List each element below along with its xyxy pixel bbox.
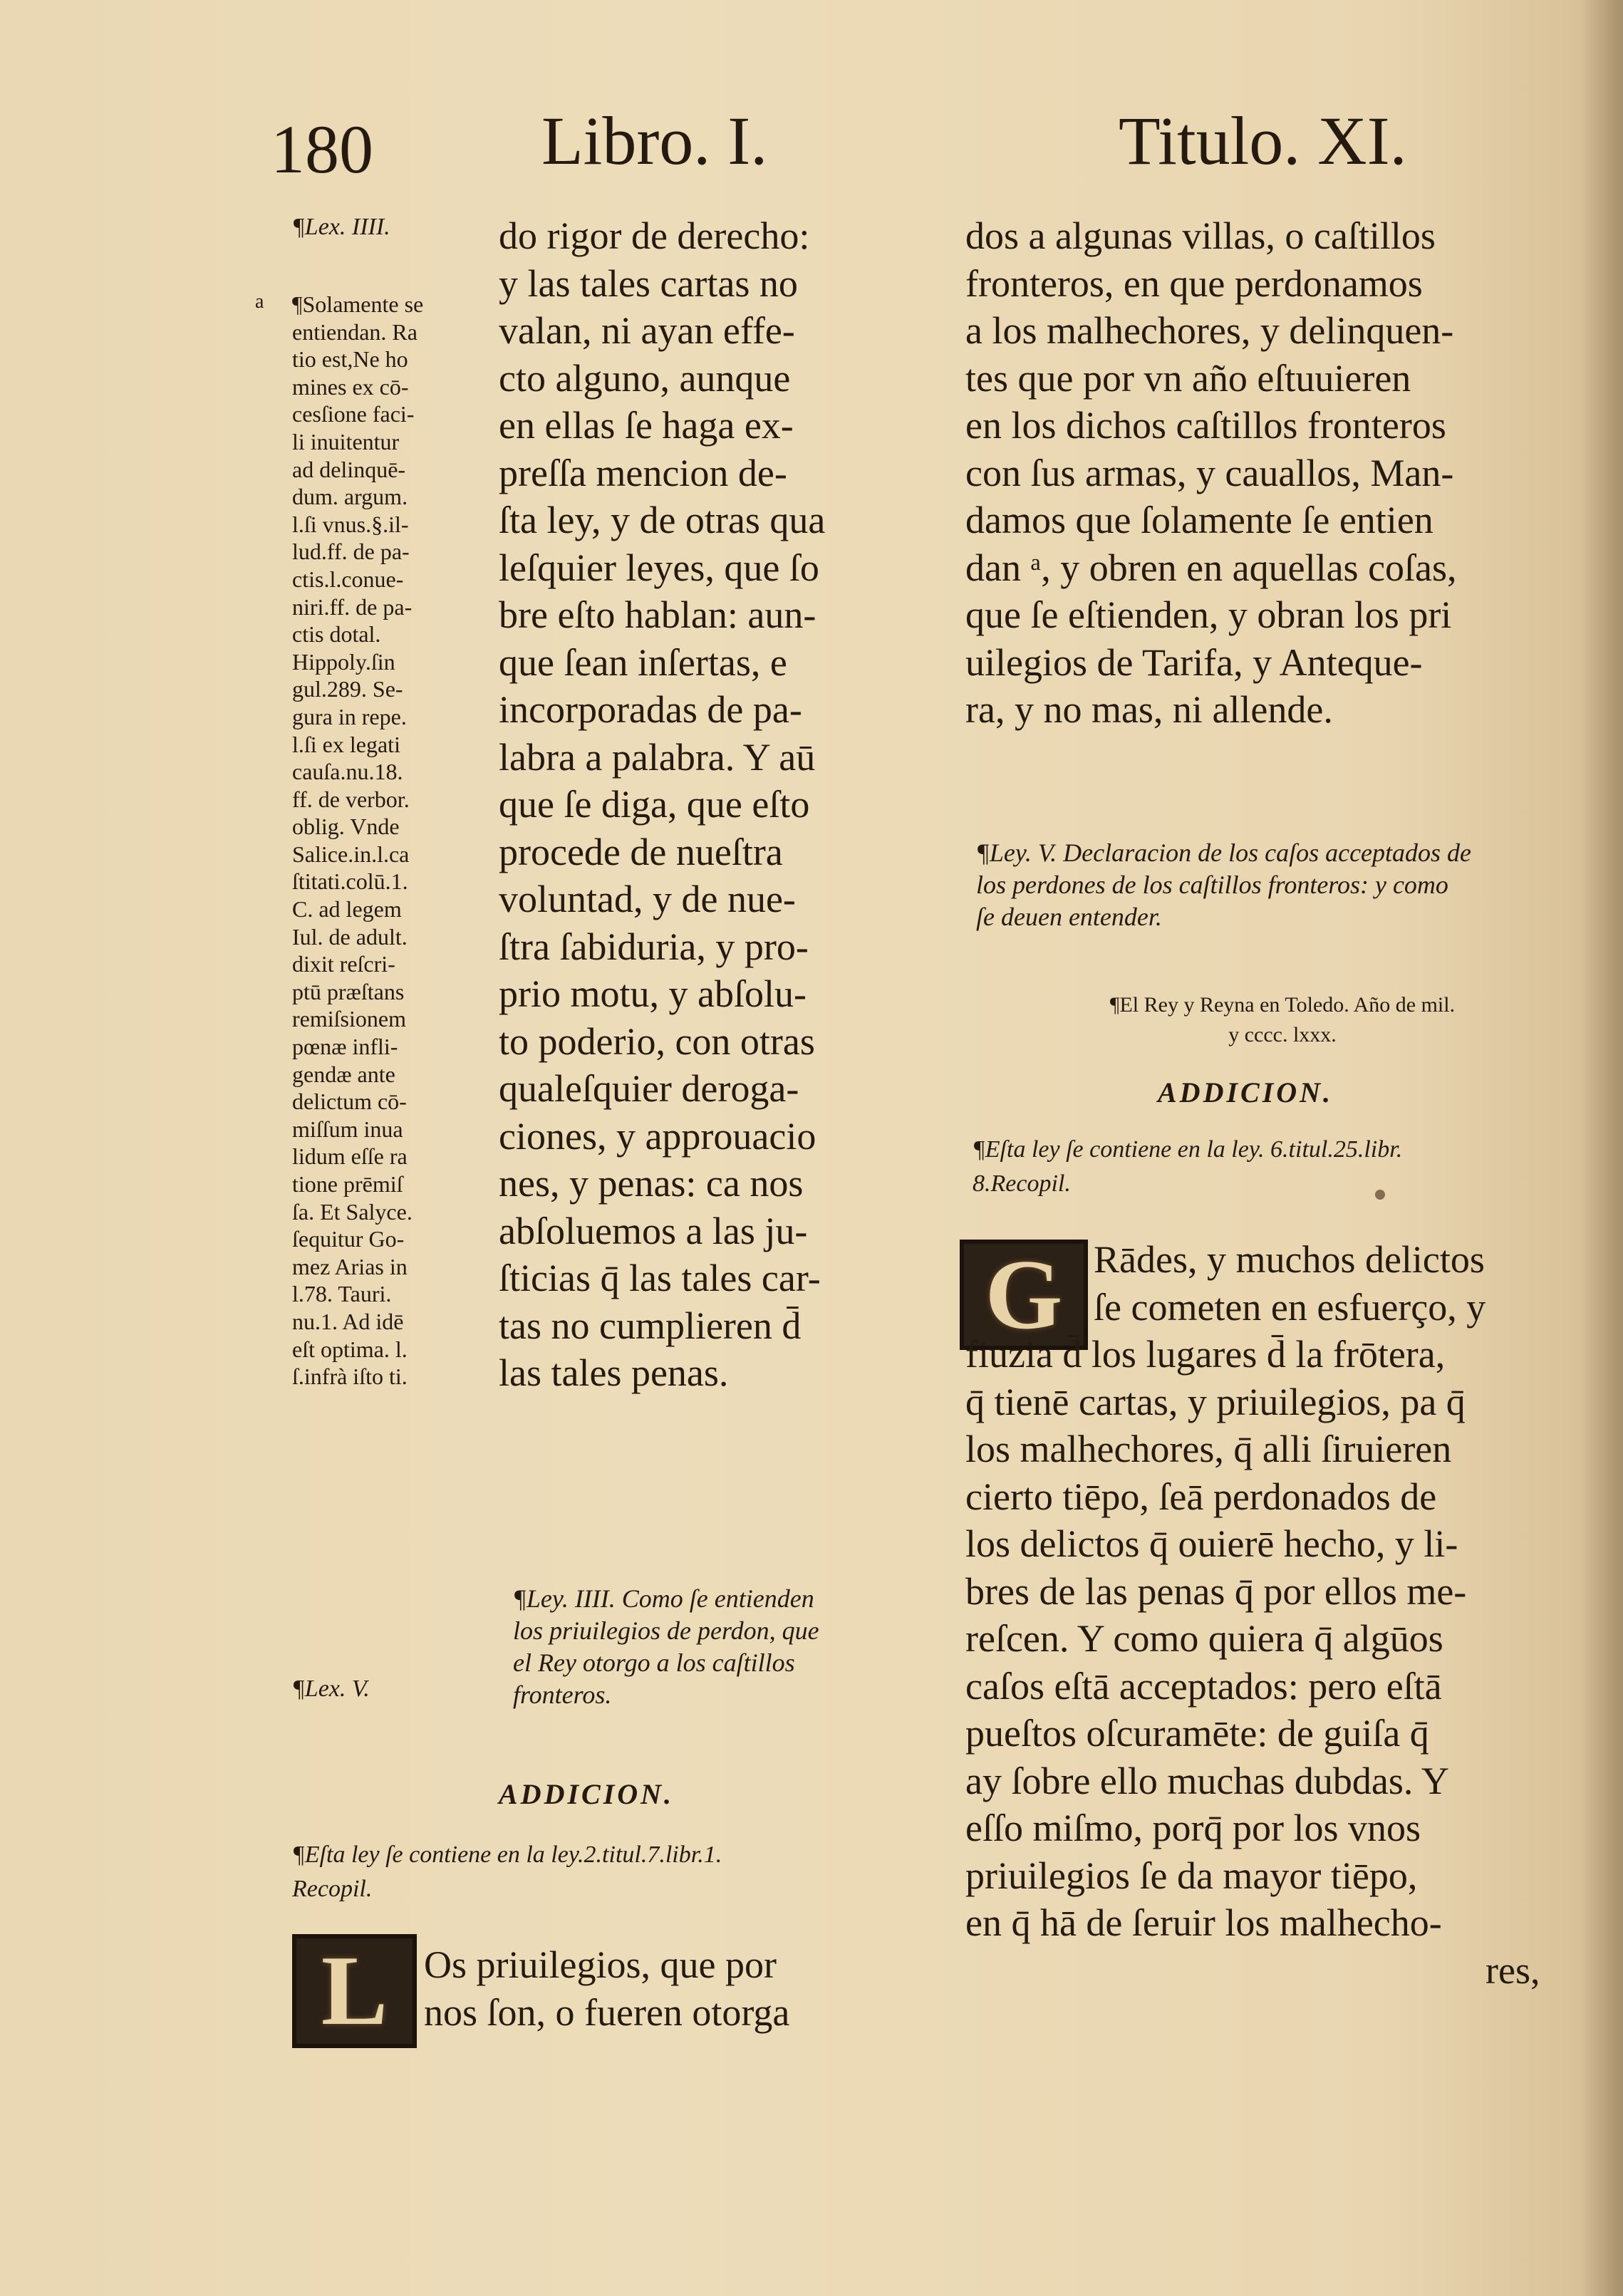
text-line: fronteros, en que perdonamos <box>965 261 1423 305</box>
heading-line: ¶Ley. IIII. Como ſe entienden <box>513 1584 814 1613</box>
margin-note-line: dum. argum. <box>292 484 408 510</box>
text-line: abſoluemos a las ju- <box>499 1209 808 1252</box>
text-line: damos que ſolamente ſe entien <box>965 499 1433 541</box>
law-heading-5 <box>976 837 1589 933</box>
margin-note-line: Hippoly.ſin <box>292 648 395 675</box>
text-line: bre eſto hablan: aun- <box>499 593 816 636</box>
rey-line: ¶El Rey y Reyna en Toledo. Año de mil. <box>1109 993 1456 1017</box>
addicion-text-1 <box>292 1838 722 1906</box>
law-heading-4 <box>513 1583 919 1711</box>
text-line: to poderio, con otras <box>499 1019 815 1063</box>
text-line: ſe cometen en esfuerço, y <box>1094 1285 1486 1329</box>
margin-note-line: lud.ff. de pa- <box>292 539 410 565</box>
margin-note-line: li inuitentur <box>292 428 400 454</box>
margin-note-line: ſequitur Go- <box>292 1226 405 1252</box>
text-line: y las tales cartas no <box>499 261 798 305</box>
text-line: en q̄ hā de ſeruir los malhecho- <box>965 1901 1442 1944</box>
addicion-line: ¶Eſta ley ſe contiene en la ley.2.titul.7.libr.1. <box>292 1842 722 1868</box>
text-line: procede de nueſtra <box>499 830 783 873</box>
margin-note-line: Iul. de adult. <box>292 923 408 950</box>
addicion-line: Recopil. <box>292 1876 373 1902</box>
dropcap-letter: L <box>321 1936 388 2046</box>
text-line: con ſus armas, y cauallos, Man- <box>965 451 1454 494</box>
dropcap-letter: G <box>985 1239 1063 1350</box>
addicion-label-1: ADDICION. <box>499 1778 675 1810</box>
heading-line: fronteros. <box>513 1681 612 1709</box>
text-line: caſos eſtā acceptados: pero eſtā <box>965 1664 1442 1708</box>
text-line: que ſe eſtienden, y obran los pri <box>965 593 1452 636</box>
margin-note-line: remiſsionem <box>292 1006 406 1032</box>
paragraph-G-first <box>1094 1236 1485 1331</box>
page-edge-shadow <box>1580 0 1623 2296</box>
royal-date-line <box>1069 990 1496 1050</box>
running-head-titulo: Titulo. XI. <box>1119 103 1407 179</box>
margin-note-line: cauſa.nu.18. <box>292 759 403 785</box>
text-line: ciones, y approuacio <box>499 1114 816 1158</box>
margin-note-line: l.ſi ex legati <box>292 731 400 757</box>
margin-note-line: ff. de verbor. <box>292 786 410 812</box>
margin-note-line: oblig. Vnde <box>292 814 400 840</box>
margin-note-line: lidum eſſe ra <box>292 1143 408 1170</box>
text-line: en los dichos caſtillos fronteros <box>965 404 1446 447</box>
text-line: prio motu, y abſolu- <box>499 972 807 1015</box>
margin-note-line: delictum cō- <box>292 1089 407 1115</box>
text-line: valan, ni ayan effe- <box>499 309 795 352</box>
text-line: res, <box>1485 1948 1540 1992</box>
margin-note-line: tione prēmiſ <box>292 1171 403 1197</box>
paragraph-G-rest <box>965 1331 1540 1994</box>
margin-note-line: miſſum inua <box>292 1116 403 1142</box>
margin-note-line: ctis.l.conue- <box>292 566 404 592</box>
margin-lex-5: ¶Lex. V. <box>292 1676 370 1702</box>
margin-note-line: ptū præſtans <box>292 978 405 1004</box>
addicion-text-2 <box>973 1133 1402 1201</box>
text-line: dan ᵃ, y obren en aquellas coſas, <box>965 546 1457 589</box>
margin-note-line: gul.289. Se- <box>292 676 403 702</box>
text-line: priuilegios ſe da mayor tiēpo, <box>965 1854 1418 1897</box>
text-line: Rādes, y muchos delictos <box>1094 1238 1485 1281</box>
margin-note-line: gura in repe. <box>292 703 407 729</box>
text-line: en ellas ſe haga ex- <box>499 404 794 447</box>
margin-note-line: ¶Solamente se <box>292 291 424 317</box>
text-line: cierto tiēpo, ſeā perdonados de <box>965 1475 1437 1518</box>
addicion-line: ¶Eſta ley ſe contiene en la ley. 6.titul.25.libr. <box>973 1136 1403 1163</box>
text-line: labra a palabra. Y aū <box>499 735 816 779</box>
text-line: fiuzia d̄ los lugares d̄ la frōtera, <box>965 1333 1446 1376</box>
margin-note-line: ad delinquē- <box>292 456 406 482</box>
text-line: dos a algunas villas, o caſtillos <box>965 214 1436 257</box>
text-line: que ſean inſertas, e <box>499 640 787 684</box>
margin-note-line: ſtitati.colū.1. <box>292 868 408 895</box>
page-number: 180 <box>271 111 373 187</box>
text-line: Os priuilegios, que por <box>424 1943 777 1986</box>
running-head-libro: Libro. I. <box>541 103 768 179</box>
margin-note-line: gendæ ante <box>292 1061 395 1087</box>
margin-lex-4: ¶Lex. IIII. <box>292 214 390 240</box>
text-line: a los malhechores, y delinquen- <box>965 309 1454 352</box>
text-line: tas no cumplieren d̄ <box>499 1304 802 1347</box>
text-line: ay ſobre ello muchas dubdas. Y <box>965 1759 1449 1802</box>
dropcap-L <box>292 1934 417 2048</box>
text-line: leſquier leyes, que ſo <box>499 546 819 589</box>
text-line: ſticias q̄ las tales car- <box>499 1257 821 1299</box>
margin-note-line: ctis dotal. <box>292 621 381 648</box>
addicion-label-2: ADDICION. <box>1158 1076 1334 1108</box>
margin-note-line: l.ſi vnus.§.il- <box>292 511 409 537</box>
text-line: bres de las penas q̄ por ellos me- <box>965 1569 1467 1613</box>
margin-note-line: Salice.in.l.ca <box>292 841 410 867</box>
text-line: voluntad, y de nue- <box>499 878 796 920</box>
margin-note-line: dixit reſcri- <box>292 951 395 977</box>
paragraph-L <box>424 1941 789 2036</box>
addicion-line: 8.Recopil. <box>973 1170 1071 1197</box>
heading-line: los perdones de los caſtillos fronteros: y como <box>976 871 1448 899</box>
heading-line: ¶Ley. V. Declaracion de los caſos acceptados de <box>976 838 1472 867</box>
margin-note-line: niri.ff. de pa- <box>292 593 413 620</box>
text-line: cto alguno, aunque <box>499 356 791 400</box>
text-line: las tales penas. <box>499 1351 729 1394</box>
note-mark: a <box>255 291 264 313</box>
text-line: pueſtos oſcuramēte: de guiſa q̄ <box>965 1712 1429 1755</box>
text-line: eſſo miſmo, porq̄ por los vnos <box>965 1807 1421 1849</box>
text-line: tes que por vn año eſtuuieren <box>965 356 1411 400</box>
text-line: reſcen. Y como quiera q̄ algūos <box>965 1617 1443 1660</box>
text-line: ra, y no mas, ni allende. <box>965 688 1333 731</box>
text-line: los delictos q̄ ouierē hecho, y li- <box>965 1522 1458 1565</box>
text-line: q̄ tienē cartas, y priuilegios, pa q̄ <box>965 1380 1466 1423</box>
text-line: ſta ley, y de otras qua <box>499 499 826 541</box>
margin-note-line: cesſione faci- <box>292 401 415 427</box>
text-line: que ſe diga, que eſto <box>499 783 810 826</box>
margin-note-line: mez Arias in <box>292 1253 408 1279</box>
margin-note-line: ſ.infrà iſto ti. <box>292 1363 408 1390</box>
margin-note-line: ſa. Et Salyce. <box>292 1198 413 1225</box>
margin-note-line: pœnæ infli- <box>292 1034 398 1060</box>
text-line: do rigor de derecho: <box>499 214 810 257</box>
margin-note-line: entiendan. Ra <box>292 318 418 345</box>
ink-spot <box>1375 1190 1385 1200</box>
text-line: nos ſon, o fueren otorga <box>424 1990 790 2034</box>
page-header <box>0 103 1623 192</box>
margin-note-line: mines ex cō- <box>292 373 409 400</box>
text-line: uilegios de Tarifa, y Anteque- <box>965 640 1423 684</box>
heading-line: el Rey otorgo a los caſtillos <box>513 1648 795 1677</box>
text-column-2 <box>965 212 1578 734</box>
text-line: ſtra ſabiduria, y pro- <box>499 925 809 968</box>
text-line: incorporadas de pa- <box>499 688 802 731</box>
rey-line: y cccc. lxxx. <box>1228 1023 1337 1046</box>
text-line: los malhechores, q̄ alli ſiruieren <box>965 1428 1452 1470</box>
heading-line: ſe deuen entender. <box>976 903 1162 931</box>
margin-note <box>292 291 484 1391</box>
margin-note-line: nu.1. Ad idē <box>292 1308 404 1334</box>
text-line: nes, y penas: ca nos <box>499 1162 804 1205</box>
margin-note-line: eſt optima. l. <box>292 1336 408 1362</box>
margin-note-line: l.78. Tauri. <box>292 1281 392 1307</box>
heading-line: los priuilegios de perdon, que <box>513 1616 819 1645</box>
text-column-1 <box>499 212 919 1397</box>
margin-note-line: tio est,Ne ho <box>292 346 408 373</box>
margin-note-line: C. ad legem <box>292 896 402 923</box>
text-line: qualeſquier deroga- <box>499 1067 799 1110</box>
text-line: preſſa mencion de- <box>499 451 787 494</box>
